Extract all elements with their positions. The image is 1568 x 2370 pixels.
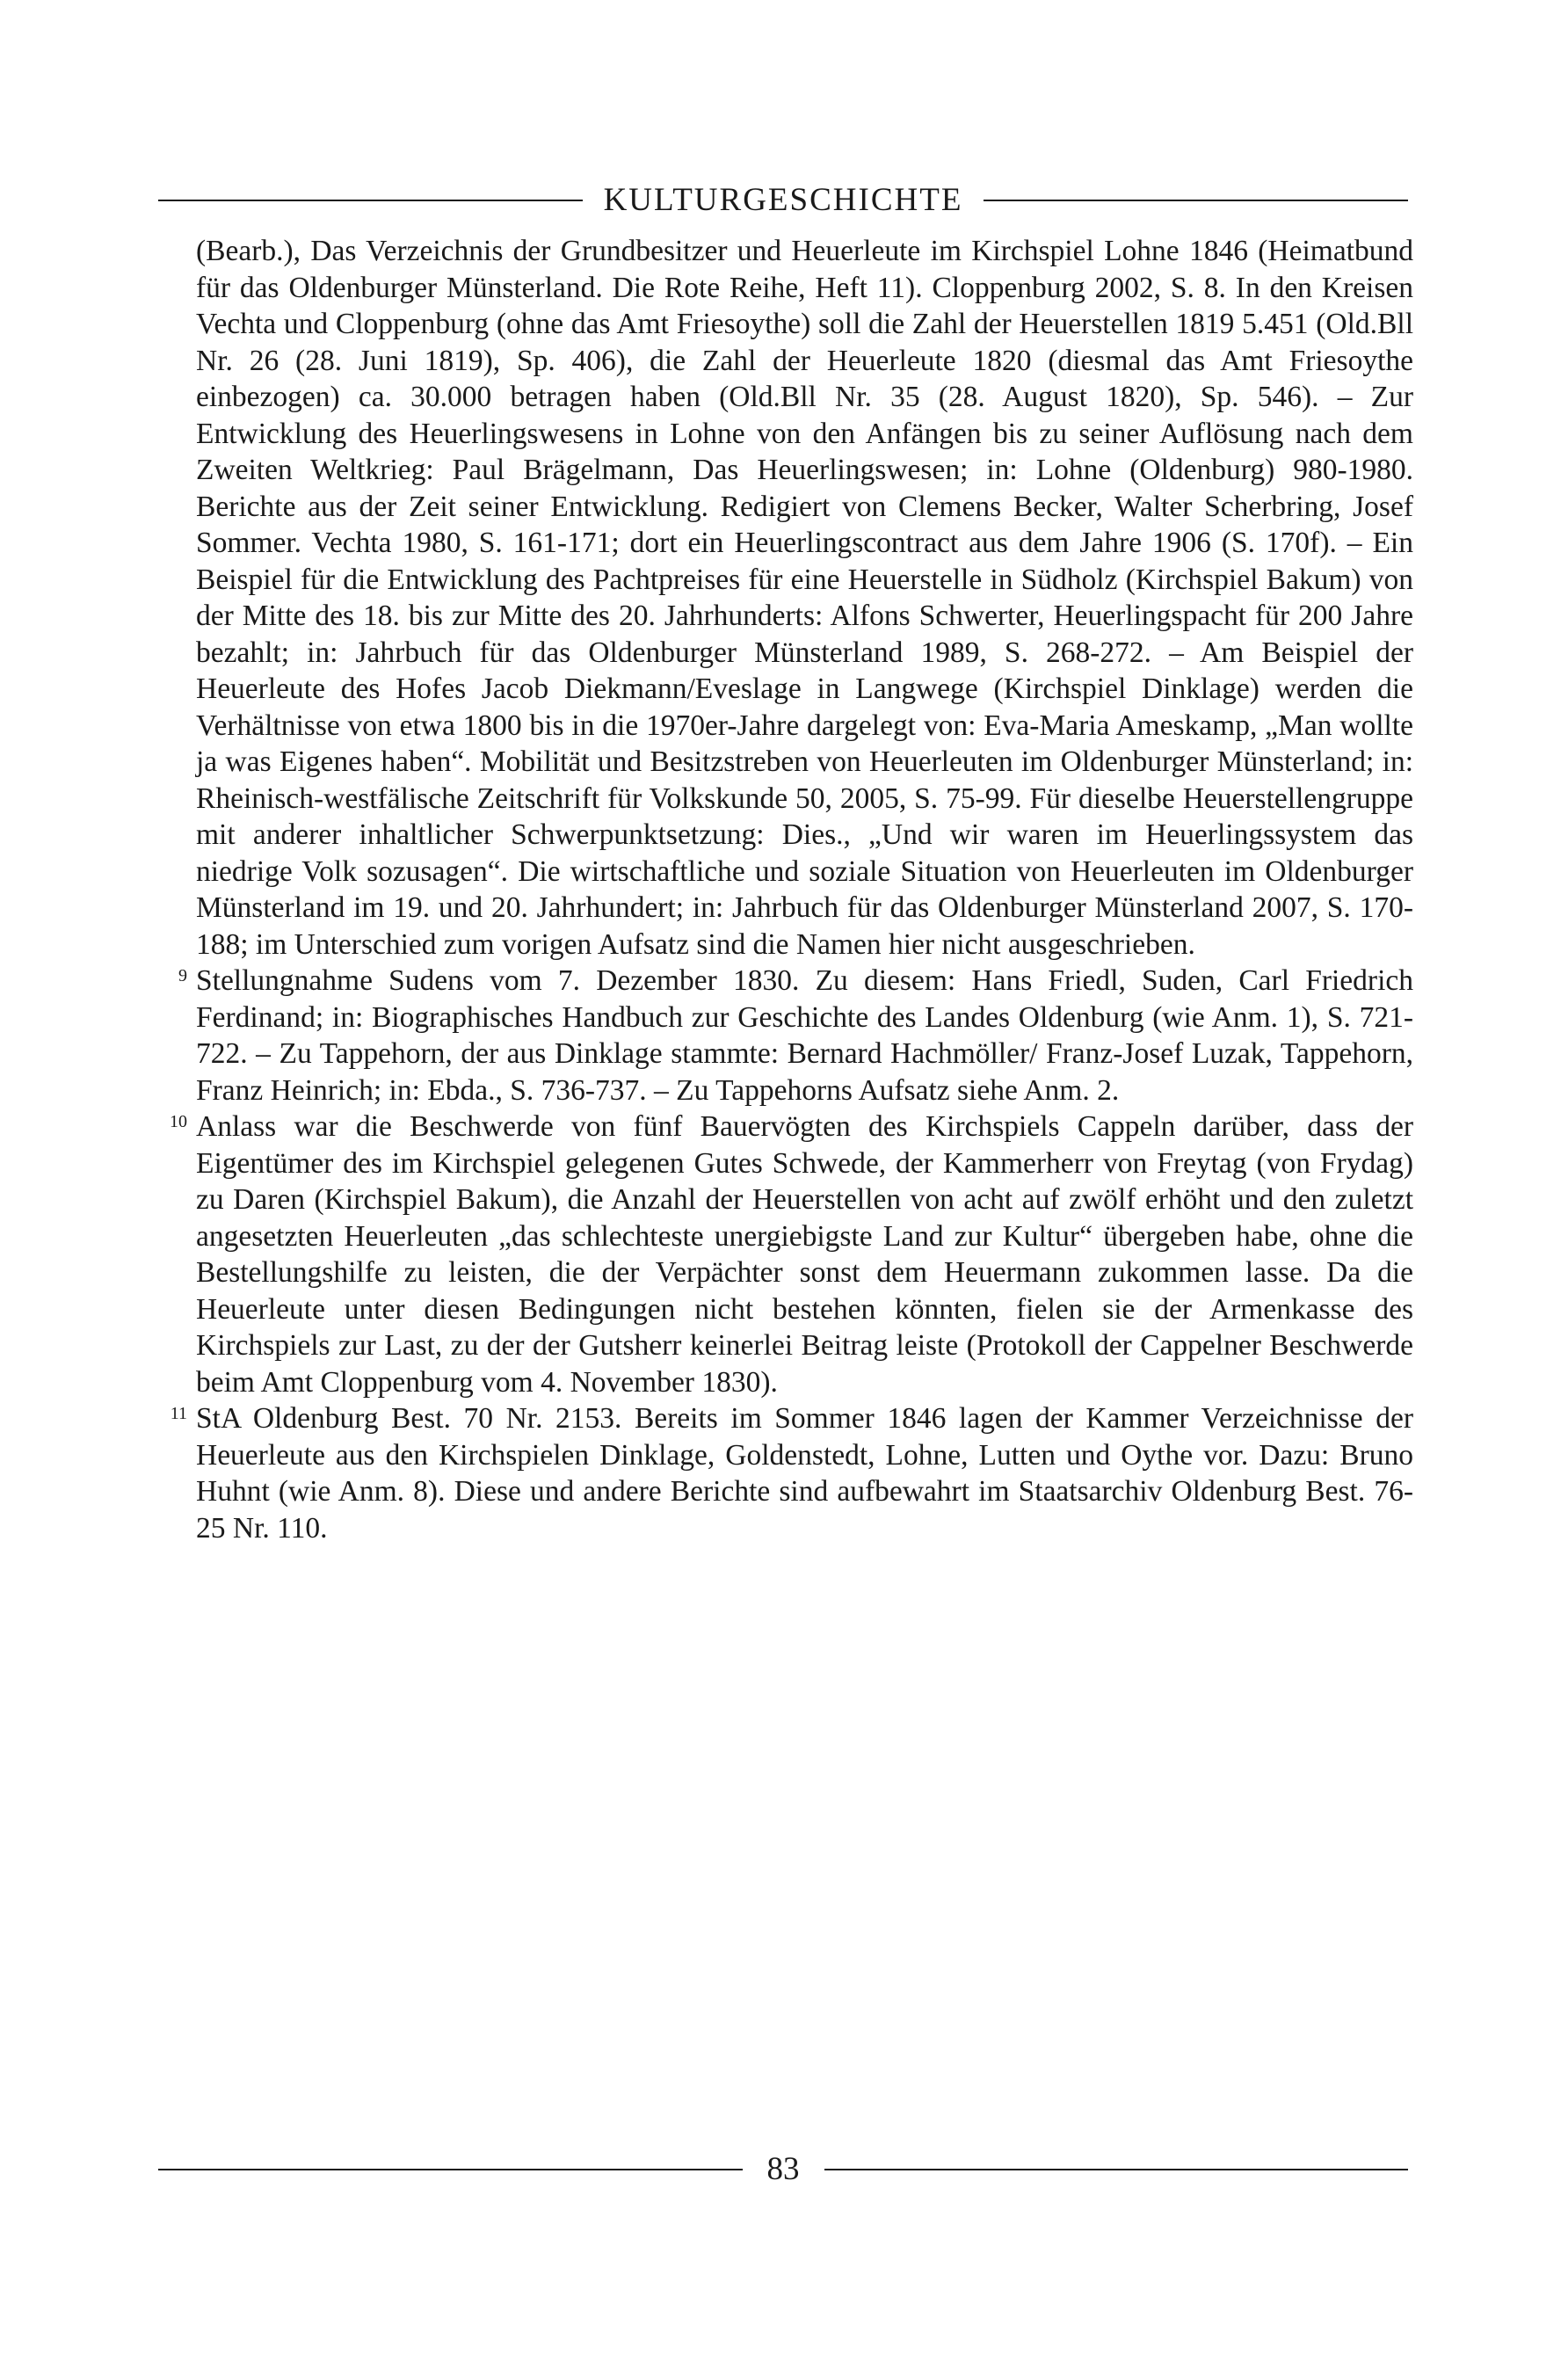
- page-number: 83: [766, 2151, 800, 2187]
- header-rule-left: [158, 200, 583, 201]
- running-header: [158, 181, 1408, 219]
- footnotes-section: [170, 233, 1413, 1546]
- footnote-number: 9: [178, 966, 187, 985]
- page-footer: [158, 2150, 1408, 2188]
- footer-rule-right: [824, 2169, 1409, 2170]
- footnote-10: [170, 1109, 1413, 1400]
- footnote-number: 11: [170, 1404, 187, 1423]
- header-rule-right: [984, 200, 1408, 201]
- footnote-11: [170, 1400, 1413, 1546]
- footnote-continuation: (Bearb.), Das Verzeichnis der Grundbesitzer und Heuerleute im Kirchspiel Lohne 1846 (Heimatbund für das Oldenburger Münsterland. Die Rote Reihe, Heft 11). Cloppenburg 2002, S. 8. In den Kreisen Vechta und Cloppenburg (ohne das Amt Friesoythe) soll die Zahl der Heuerstellen 1819 5.451 (Old.Bll Nr. 26 (28. Juni 1819), Sp. 406), die Zahl der Heuerleute 1820 (diesmal das Amt Friesoythe einbezogen) ca. 30.000 betragen haben (Old.Bll Nr. 35 (28. August 1820), Sp. 546). – Zur Entwicklung des Heuerlingswesens in Lohne von den Anfängen bis zu seiner Auflösung nach dem Zweiten Weltkrieg: Paul Brägelmann, Das Heuerlingswesen; in: Lohne (Oldenburg) 980-1980. Berichte aus der Zeit seiner Entwicklung. Redigiert von Clemens Becker, Walter Scherbring, Josef Sommer. Vechta 1980, S. 161-171; dort ein Heuerlingscontract aus dem Jahre 1906 (S. 170f). – Ein Beispiel für die Entwicklung des Pachtpreises für eine Heuerstelle in Südholz (Kirchspiel Bakum) von der Mitte des 18. bis zur Mitte des 20. Jahrhunderts: Alfons Schwerter, Heuerlingspacht für 200 Jahre bezahlt; in: Jahrbuch für das Oldenburger Münsterland 1989, S. 268-272. – Am Beispiel der Heuerleute des Hofes Jacob Diekmann/Eveslage in Langwege (Kirchspiel Dinklage) werden die Verhältnisse von etwa 1800 bis in die 1970er-Jahre dargelegt von: Eva-Maria Ameskamp, „Man wollte ja was Eigenes haben“. Mobilität und Besitzstreben von Heuerleuten im Oldenburger Münsterland; in: Rheinisch-westfälische Zeitschrift für Volkskunde 50, 2005, S. 75-99. Für dieselbe Heuerstellengruppe mit anderer inhaltlicher Schwerpunktsetzung: Dies., „Und wir waren im Heuerlingssystem das niedrige Volk sozusagen“. Die wirtschaftliche und soziale Situation von Heuerleuten im Oldenburger Münsterland im 19. und 20. Jahrhundert; in: Jahrbuch für das Oldenburger Münsterland 2007, S. 170-188; im Unterschied zum vorigen Aufsatz sind die Namen hier nicht ausgeschrieben.: [196, 235, 1413, 961]
- footnote-9: [178, 963, 1413, 1109]
- footnote-text: StA Oldenburg Best. 70 Nr. 2153. Bereits im Sommer 1846 lagen der Kammer Verzeichnisse der Heuerleute aus den Kirchspielen Dinklage, Goldenstedt, Lohne, Lutten und Oythe vor. Dazu: Bruno Huhnt (wie Anm. 8). Diese und andere Berichte sind aufbewahrt im Staatsarchiv Oldenburg Best. 76-25 Nr. 110.: [196, 1402, 1413, 1545]
- header-title: KULTURGESCHICHTE: [603, 182, 963, 218]
- footnote-number: 10: [170, 1112, 187, 1131]
- footnote-text: Stellungnahme Sudens vom 7. Dezember 1830. Zu diesem: Hans Friedl, Suden, Carl Friedrich Ferdinand; in: Biographisches Handbuch zur Geschichte des Landes Oldenburg (wie Anm. 1), S. 721-722. – Zu Tappehorn, der aus Dinklage stammte: Bernard Hachmöller/ Franz-Josef Luzak, Tappehorn, Franz Heinrich; in: Ebda., S. 736-737. – Zu Tappehorns Aufsatz siehe Anm. 2.: [196, 964, 1413, 1107]
- footer-rule-left: [158, 2169, 743, 2170]
- footnote-text: Anlass war die Beschwerde von fünf Bauervögten des Kirchspiels Cappeln darüber, dass der Eigentümer des im Kirchspiel gelegenen Gutes Schwede, der Kammerherr von Freytag (von Frydag) zu Daren (Kirchspiel Bakum), die Anzahl der Heuerstellen von acht auf zwölf erhöht und den zuletzt angesetzten Heuerleuten „das schlechteste unergiebigste Land zur Kultur“ übergeben habe, ohne die Bestellungshilfe zu leisten, die der Verpächter sonst dem Heuermann zukommen lasse. Da die Heuerleute unter diesen Bedingungen nicht bestehen könnten, fielen sie der Armenkasse des Kirchspiels zur Last, zu der der Gutsherr keinerlei Beitrag leiste (Protokoll der Cappelner Beschwerde beim Amt Cloppenburg vom 4. November 1830).: [196, 1110, 1413, 1399]
